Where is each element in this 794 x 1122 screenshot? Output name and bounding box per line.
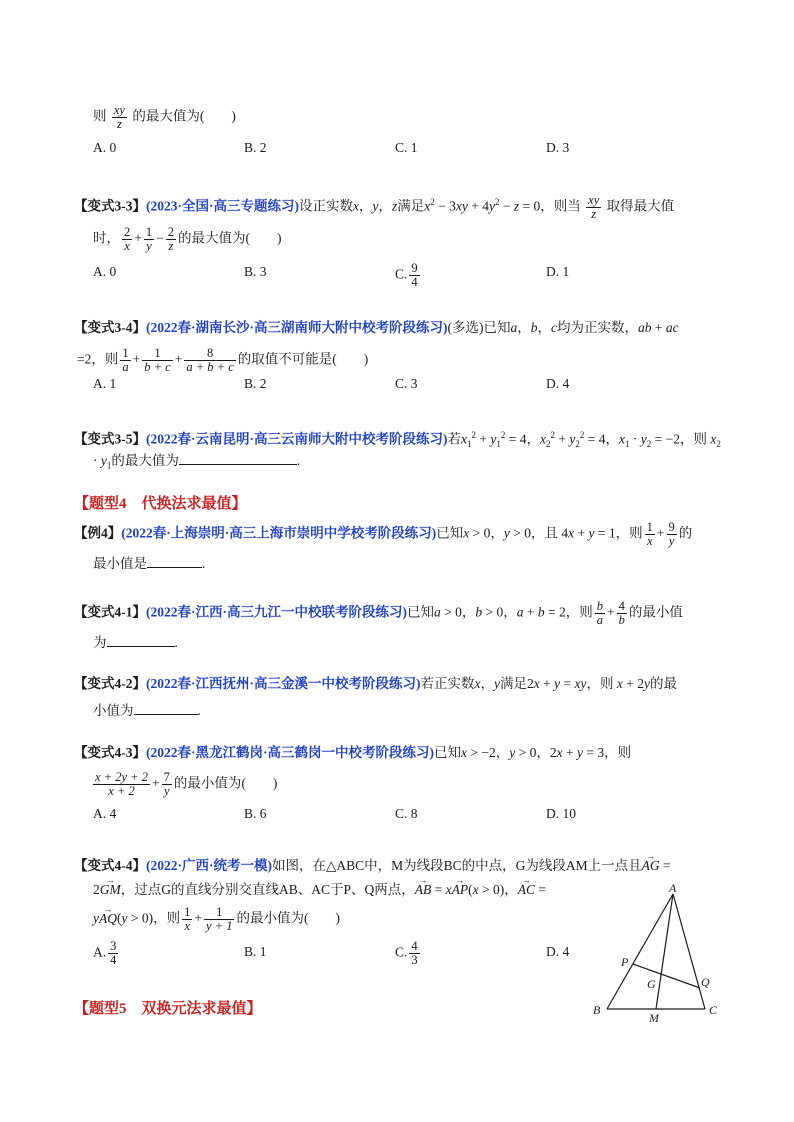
variant-4-3-line1: 【变式4-3】(2022春·黑龙江鹤岗·高三鹤岗一中校考阶段练习)已知x > −2，y > 0，2x + y = 3，则 (74, 745, 632, 760)
label-a: A (669, 882, 677, 895)
text: 满足 (397, 198, 425, 214)
option-a: A. 0 (93, 264, 117, 279)
text: 的最大值为( ) (178, 230, 282, 246)
option-d: D. 3 (546, 140, 570, 155)
variant-4-2-line2 (93, 700, 201, 721)
fraction: $\frac{1}{y + 1}$ (205, 905, 233, 933)
fraction: $\frac{1}{x}$ (646, 520, 653, 548)
variant-3-3-line2: 时， $\frac{2}{x}$ + $\frac{1}{y}$ − $\frac{2}{z}$ 的最大值为( ) (93, 225, 282, 253)
answer-blank (179, 450, 297, 465)
answer-blank (107, 632, 175, 647)
text: . (197, 703, 201, 718)
variant-4-1-line1: 【变式4-1】(2022春·江西·高三九江一中校联考阶段练习)已知a > 0，b > 0，a + b = 2，则 $\frac{b}{a}$ + $\frac{4}{b}$ 的最小值 (74, 599, 683, 627)
option-c: C. 8 (395, 806, 418, 821)
fraction: $\frac{1}{x}$ (184, 905, 191, 933)
text: 如图，在△ABC中，M为线段BC的中点，G为线段AM上一点且 (272, 858, 642, 873)
variant-3-4-line2: =2，则 $\frac{1}{a}$ + $\frac{1}{b + c}$ + $\frac{8}{a + b + c}$ 的取值不可能是( ) (77, 346, 369, 374)
label-q: Q (701, 975, 710, 989)
fraction: $\frac{1}{y}$ (145, 225, 153, 253)
text: . (296, 453, 301, 468)
tag: 【例4】 (74, 525, 122, 541)
example-4-line1: 【例4】(2022春·上海崇明·高三上海市崇明中学校考阶段练习)已知x > 0，y > 0，且 4x + y = 1，则 $\frac{1}{x}$ + $\frac{9}{y}$ 的 (74, 520, 693, 548)
text: 的最大值为( ) (132, 108, 236, 124)
variant-4-1-line2 (93, 632, 178, 653)
text: 的最小值 (628, 604, 683, 620)
variant-4-4-line3: y→ AQ(y > 0)，则 $\frac{1}{x}$ + $\frac{1}{y + 1}$ 的最小值为( ) (93, 906, 340, 933)
fraction: $\frac{9}{y}$ (668, 520, 675, 548)
triangle-figure (585, 882, 735, 1024)
source: (2023·全国·高三专题练习) (146, 198, 299, 214)
text: 取得最大值 (606, 198, 675, 214)
fraction: $\frac{7}{y}$ (163, 770, 170, 798)
variant-4-4-line1: 【变式4-4】(2022·广西·统考一模)如图，在△ABC中，M为线段BC的中点，G为线段AM上一点且→ AG = (74, 856, 671, 876)
fraction: $\frac{1}{b + c}$ (144, 346, 171, 374)
answer-blank (147, 553, 202, 568)
tag: 【变式4-1】 (74, 604, 146, 620)
text: 若 (447, 431, 461, 447)
answer-blank (134, 700, 198, 715)
label-p: P (621, 955, 629, 969)
fraction: $\frac{b}{a}$ (596, 599, 603, 627)
text: 均为正实数， (557, 320, 638, 335)
tag: 【变式4-4】 (74, 858, 146, 873)
prev-question-line (93, 104, 236, 131)
source: (2022·广西·统考一模) (146, 858, 272, 873)
tag: 【变式3-3】 (74, 198, 146, 214)
text: 的最小值为( ) (236, 910, 340, 926)
variant-3-4-line1: 【变式3-4】(2022春·湖南长沙·高三湖南师大附中校考阶段练习)(多选)已知a，b，c均为正实数，ab + ac (74, 320, 679, 335)
section-4-title: 【题型4 代换法求最值】 (74, 496, 247, 512)
fraction: $\frac{9}{4}$ (411, 261, 418, 289)
tag: 【变式4-3】 (74, 745, 146, 760)
option-c: C. 3 (395, 376, 418, 391)
text: 的最 (649, 676, 677, 691)
option-d: D. 1 (546, 264, 570, 279)
variant-4-4-line2: 2→ GM，过点G的直线分别交直线AB、AC于P、Q两点，→ AB = x→ AP(x > 0)，→ AC = (93, 880, 546, 900)
fraction: $\frac{2}{x}$ (124, 225, 131, 253)
source: (2022春·云南昆明·高三云南师大附中校考阶段练习) (146, 431, 448, 447)
option-b: B. 6 (244, 806, 267, 821)
source: (2022春·江西抚州·高三金溪一中校考阶段练习) (146, 676, 421, 691)
median-am (656, 894, 673, 1009)
text: 的取值不可能是( ) (237, 351, 369, 367)
text: 时， (93, 230, 120, 246)
fraction: $\frac{4}{b}$ (618, 599, 625, 627)
text: ，则当 (540, 198, 581, 214)
section-5-title: 【题型5 双换元法求最值】 (74, 1001, 262, 1017)
option-b: B. 1 (244, 944, 267, 959)
text: ，则 (604, 745, 632, 760)
variant-4-2-line1: 【变式4-2】(2022春·江西抚州·高三金溪一中校考阶段练习)若正实数x，y满足2x + y = xy，则 x + 2y的最 (74, 676, 677, 691)
text: 设正实数 (299, 198, 353, 214)
text: 已知 (436, 525, 464, 541)
text: . (174, 635, 178, 650)
text: 已知 (434, 745, 461, 760)
text: 小值为 (93, 703, 134, 718)
source: (2022春·湖南长沙·高三湖南师大附中校考阶段练习) (146, 320, 448, 335)
text: (多选)已知 (447, 320, 511, 335)
option-c: C. 1 (395, 140, 418, 155)
label-c: C (709, 1003, 718, 1017)
text: 的 (678, 525, 693, 541)
tag: 【变式3-4】 (74, 320, 146, 335)
text: ，过点G的直线分别交直线AB、AC于P、Q两点， (120, 882, 415, 897)
option-b: B. 2 (244, 376, 267, 391)
fraction: $\frac{3}{4}$ (110, 939, 117, 967)
text: 已知 (407, 604, 434, 620)
source: (2022春·江西·高三九江一中校联考阶段练习) (146, 604, 407, 620)
label-b: B (593, 1003, 601, 1017)
source: (2022春·上海崇明·高三上海市崇明中学校考阶段练习) (121, 525, 437, 541)
source: (2022春·黑龙江鹤岗·高三鹤岗一中校考阶段练习) (146, 745, 434, 760)
option-a: A. 4 (93, 806, 117, 821)
tag: 【变式4-2】 (74, 676, 146, 691)
option-a: A. 0 (93, 140, 117, 155)
fraction: $\frac{4}{3}$ (411, 939, 418, 967)
text: 为 (93, 635, 107, 650)
option-c: C. $\frac{9}{4}$ (395, 261, 418, 289)
example-4-line2 (93, 553, 205, 574)
option-b: B. 3 (244, 264, 267, 279)
label-g: G (647, 977, 656, 991)
option-a: A. $\frac{3}{4}$ (93, 939, 117, 967)
text: 最小值是 (93, 556, 147, 571)
option-c: C. $\frac{4}{3}$ (395, 939, 418, 967)
fraction: $\frac{2}{z}$ (167, 225, 174, 253)
fraction: $\frac{1}{a}$ (122, 346, 129, 374)
option-d: D. 10 (546, 806, 576, 821)
fraction: $\frac{x + 2y + 2}{x + 2}$ (95, 770, 148, 798)
text: 则 (93, 108, 107, 124)
option-d: D. 4 (546, 944, 570, 959)
fraction: $\frac{xy}{z}$ (113, 103, 125, 131)
label-m: M (649, 1011, 659, 1024)
variant-3-5-line2: · $y_1$的最大值为 . (93, 450, 300, 476)
text: 满足 (500, 676, 527, 691)
text: . (202, 556, 206, 571)
fraction: $\frac{xy}{z}$ (588, 192, 600, 221)
text: 的最小值为( ) (173, 775, 278, 791)
text: 的最大值为 (111, 453, 179, 468)
text: =2，则 (77, 351, 119, 367)
side-ab (607, 894, 673, 1009)
variant-3-3-line1: 【变式3-3】(2023·全国·高三专题练习)设正实数x，y，z满足$x^2 - 3xy + 4y^2 - z = 0$，则当 $\frac{xy}{z}$ 取得最大值 (74, 192, 675, 221)
tag: 【变式3-5】 (74, 431, 146, 447)
text: 若正实数 (420, 676, 475, 691)
side-ac (673, 894, 705, 1009)
line-pq (633, 964, 700, 988)
option-b: B. 2 (244, 140, 267, 155)
option-d: D. 4 (546, 376, 570, 391)
variant-3-5-line1: 【变式3-5】(2022春·云南昆明·高三云南师大附中校考阶段练习)若$x_1^2 + y_1^2 = 4$，$x_2^2 + y_2^2 = 4$，$x_1 \cdot y_2 = -2$，则 $x_2$ (74, 430, 721, 450)
fraction: $\frac{8}{a + b + c}$ (186, 346, 234, 374)
option-a: A. 1 (93, 376, 117, 391)
variant-4-3-line2: $\frac{x + 2y + 2}{x + 2}$ + $\frac{7}{y}$ 的最小值为( ) (95, 770, 278, 798)
